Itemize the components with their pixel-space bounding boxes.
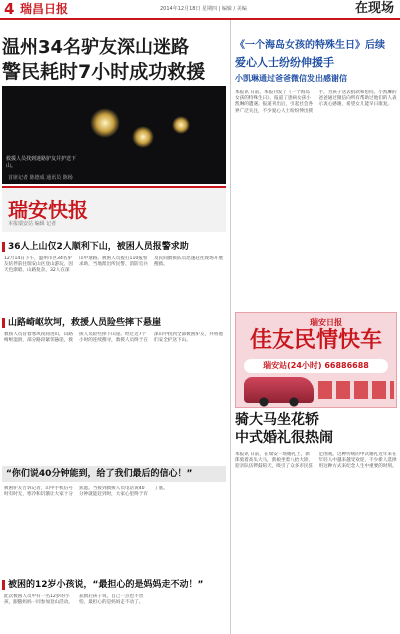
right-kicker: 《一个海岛女孩的特殊生日》后续 (235, 40, 385, 51)
story4-body: 此次被困人员中有一名12岁的小孩，跟随妈妈一同参加登山活动。获救后孩子说，自己一点也不害怕，最担心的是妈妈走不动了。 (4, 594, 144, 606)
car-illustration (244, 377, 314, 403)
lead-headline-line2: 警民耗时7小时成功救援 (2, 61, 206, 83)
wedding-headline-line2: 中式婚礼很热闹 (235, 430, 333, 446)
wedding-headline-line1: 骑大马坐花轿 (235, 412, 319, 428)
crowd-illustration (318, 381, 394, 399)
quote-bar: “你们说40分钟能到，给了我们最后的信心！” (2, 466, 226, 482)
story3-body: 救援人员冒着寒风夜间进山，山路崎岖湿滑，部分路段紧邻悬崖，救援人员险些摔下山崖。经过近7个小时的连续搜寻，救援人员终于在深山中找到全部被困驴友，并将他们安全护送下山。 (4, 332, 223, 344)
byline: 首席记者 陈德成 通讯员 陈杨 (8, 175, 73, 181)
page-header (0, 0, 400, 20)
right-headline: 爱心人士纷纷伸援手 (235, 56, 334, 69)
story3-headline: 山路崎岖坎坷，救援人员险些摔下悬崖 (8, 318, 162, 328)
photo-caption: 救援人员找到迷路驴友并护送下山。 (6, 156, 77, 169)
rescue-photo (2, 86, 226, 184)
page-number: 4 (4, 0, 15, 18)
lead-headline-line1: 温州34名驴友深山迷路 (2, 37, 190, 58)
story2-body: 12月14日下午，温州市区34名驴友结伴前往瑞安山区登山游玩，因天色渐暗、山路复杂，32人在深山中迷路。被困人员拨打110报警求助，当地派出所民警、消防官兵及民间救援队员迅速赶往现场开展搜救。 (4, 256, 223, 274)
right-subhead: 小凯琳通过爸爸微信发出感谢信 (235, 74, 347, 83)
promo-phone: 瑞安站(24小时) 66886688 (244, 359, 388, 373)
promo-banner (235, 312, 397, 408)
quick-news-box (2, 186, 226, 232)
dateline: 2014年12月18日 星期四 | 编辑 / 美编 (160, 6, 247, 12)
right-column (230, 20, 400, 634)
headline-marker (2, 242, 5, 252)
left-column (0, 20, 228, 634)
right-top-body: 本报讯 日前，本报刊发了《一个海岛女孩的特殊生日》，报道了患病女孩小凯琳的遭遇。报道刊出后，引起社会各界广泛关注，不少爱心人士纷纷伸出援手，为孩子送去捐款和慰问。小凯琳的爸爸通过微信向所有帮助过他们的人表示衷心感谢，希望女儿能早日康复。 (235, 90, 397, 114)
quick-news-subtitle: 本报瑞安站 编辑 记者 (8, 221, 57, 227)
section-title: 在现场 (354, 1, 394, 16)
promo-brand: 瑞安日报 (310, 317, 342, 327)
newspaper-name: 瑞昌日报 (20, 2, 69, 16)
promo-title: 佳友民情快车 (249, 328, 382, 353)
story4-headline: 被困的12岁小孩说，“最担心的是妈妈走不动！” (8, 580, 204, 590)
story2-headline: 36人上山仅2人顺利下山，被困人员报警求助 (8, 242, 189, 252)
quote-body: 被困驴友告诉记者，山中手机信号时有时无，寒冷和饥饿让大家十分焦虑。当接到救援人员电话说40分钟就能赶到时，大家心里终于有了底。 (4, 486, 168, 498)
headline-marker (2, 318, 5, 328)
headline-marker (2, 580, 5, 590)
wedding-body: 本报讯 日前，在瑞安一场婚礼上，新郎骑着高头大马，新娘坐着八抬大轿，迎亲队伍锣鼓喧天，吸引了众多市民驻足围观。这种传统的中式婚礼近年来在年轻人中越来越受欢迎，不少新人选择用这种方式来纪念人生中重要的时刻。 (235, 452, 397, 470)
quick-news-title: 瑞安快报 (8, 198, 88, 222)
